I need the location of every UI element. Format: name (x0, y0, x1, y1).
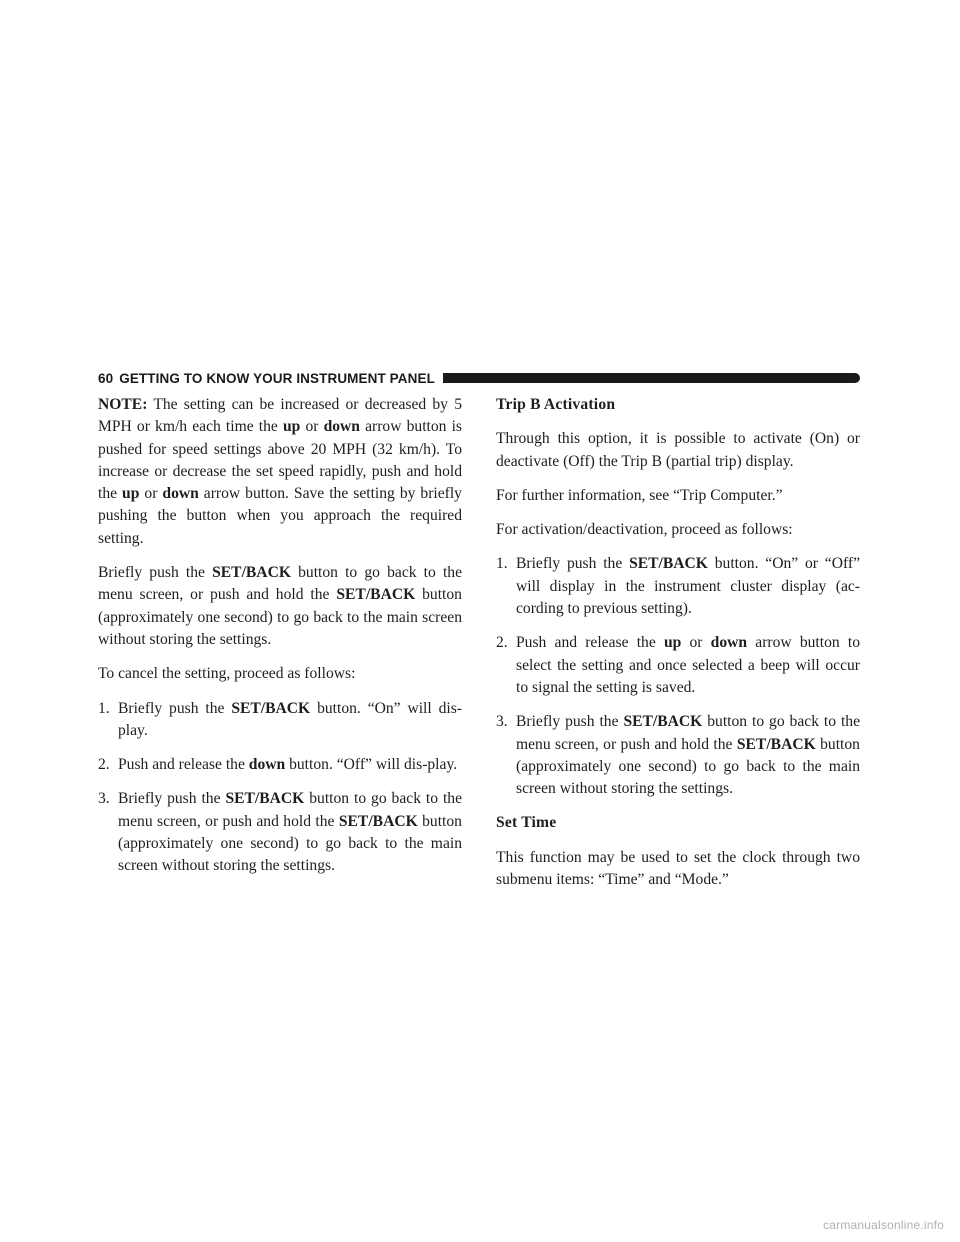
list-item: 1. Briefly push the SET/BACK button. “On” or “Off” will display in the instrument cluster display (ac-cording to previous setting). (496, 555, 860, 618)
section-heading: Trip B Activation (496, 396, 616, 413)
header-bar (443, 373, 860, 383)
watermark-text: carmanualsonline.info (823, 1218, 944, 1232)
list-item: 3. Briefly push the SET/BACK button to go back to the menu screen, or push and hold the SET/BACK button (approximately one second) to go back to the main screen without storing the settings. (98, 790, 462, 875)
page-header (98, 370, 860, 386)
list-item: 2. Push and release the up or down arrow button to select the setting and once selected a beep will occur to signal the setting is saved. (496, 634, 860, 696)
page-number: 60 (98, 370, 114, 386)
left-column (98, 394, 462, 890)
body-paragraph: For activation/deactivation, proceed as follows: (496, 521, 793, 539)
setback-paragraph: Briefly push the SET/BACK button to go back to the menu screen, or push and hold the SET/BACK button (approximately one second) to go back to the main screen without storing the settings. (98, 564, 462, 648)
list-item: 3. Briefly push the SET/BACK button to go back to the menu screen, or push and hold the SET/BACK button (approximately one second) to go back to the main screen without storing the settings. (496, 713, 860, 798)
section-title: GETTING TO KNOW YOUR INSTRUMENT PANEL (119, 370, 435, 386)
list-item: 2. Push and release the down button. “Off” will dis-play. (98, 756, 458, 774)
body-paragraph: This function may be used to set the clock through two submenu items: “Time” and “Mode.” (496, 848, 860, 889)
body-paragraph: Through this option, it is possible to activate (On) or deactivate (Off) the Trip B (partial trip) display. (496, 430, 860, 470)
cancel-intro: To cancel the setting, proceed as follows: (98, 665, 356, 683)
list-item: 1. Briefly push the SET/BACK button. “On” will dis-play. (98, 699, 462, 739)
body-paragraph: For further information, see “Trip Computer.” (496, 486, 783, 504)
note-paragraph: NOTE: The setting can be increased or decreased by 5 MPH or km/h each time the up or down arrow button is pushed for speed settings above 20 MPH (32 km/h). To increase or decrease the set speed rapidly, push and hold the up or down arrow button. Save the setting by briefly pushing the button when you approach the required setting. (98, 396, 462, 547)
section-heading: Set Time (496, 814, 557, 832)
right-column (496, 394, 860, 903)
